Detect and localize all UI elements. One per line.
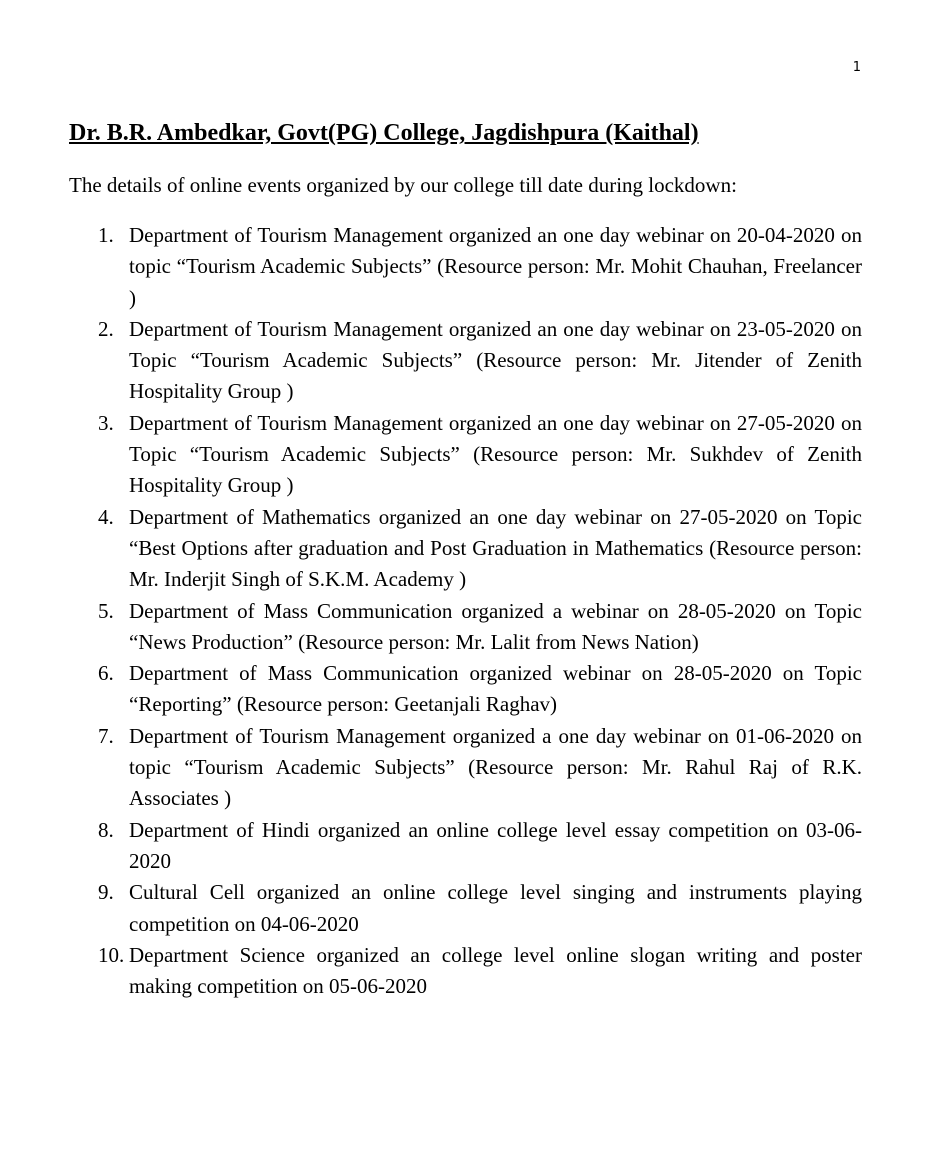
event-text: Department of Mass Communication organized webinar on 28-05-2020 on Topic “Reporting” (Resource person: Geetanjali Raghav) [129, 661, 862, 717]
event-item-8 [0, 815, 862, 878]
event-number: 1. [98, 223, 114, 247]
event-number: 6. [98, 661, 114, 686]
page-number: 1 [852, 60, 861, 75]
event-number: 9. [98, 880, 114, 905]
event-number: 4. [98, 504, 114, 529]
event-text: Department of Tourism Management organized an one day webinar on 27-05-2020 on Topic “Tourism Academic Subjects” (Resource person: Mr. Sukhdev of Zenith Hospitality Group ) [129, 410, 862, 498]
event-text: Department Science organized an college level online slogan writing and poster making competition on 05-06-2020 [129, 942, 862, 999]
event-item-7 [0, 721, 862, 815]
event-number: 2. [98, 316, 114, 341]
event-item-1 [0, 220, 862, 314]
event-item-2 [0, 314, 862, 408]
event-number: 3. [98, 410, 114, 435]
event-text: Department of Tourism Management organized an one day webinar on 20-04-2020 on topic “Tourism Academic Subjects” (Resource person: Mr. Mohit Chauhan, Freelancer ) [129, 223, 862, 310]
event-text: Department of Tourism Management organized an one day webinar on 23-05-2020 on Topic “Tourism Academic Subjects” (Resource person: Mr. Jitender of Zenith Hospitality Group ) [129, 316, 862, 404]
event-text: Cultural Cell organized an online college level singing and instruments playing competition on 04-06-2020 [129, 880, 862, 936]
event-item-10 [0, 940, 862, 1003]
event-list [0, 220, 925, 1002]
event-text: Department of Mathematics organized an one day webinar on 27-05-2020 on Topic “Best Options after graduation and Post Graduation in Mathematics (Resource person: Mr. Inderjit Singh of S.K.M. Academy ) [129, 504, 862, 592]
document-title: Dr. B.R. Ambedkar, Govt(PG) College, Jagdishpura (Kaithal) [69, 120, 699, 146]
event-item-9 [0, 877, 862, 940]
event-item-3 [0, 408, 862, 502]
event-item-6 [0, 658, 862, 721]
intro-text: The details of online events organized by our college till date during lockdown: [69, 173, 737, 197]
event-number: 10. [98, 942, 125, 967]
event-number: 5. [98, 598, 114, 623]
event-text: Department of Hindi organized an online college level essay competition on 03-06-2020 [129, 817, 862, 873]
event-item-4 [0, 502, 862, 596]
event-number: 7. [98, 723, 114, 748]
event-text: Department of Tourism Management organized a one day webinar on 01-06-2020 on topic “Tourism Academic Subjects” (Resource person: Mr. Rahul Raj of R.K. Associates ) [129, 723, 862, 811]
event-number: 8. [98, 817, 114, 842]
event-text: Department of Mass Communication organized a webinar on 28-05-2020 on Topic “News Production” (Resource person: Mr. Lalit from News Nation) [129, 598, 862, 654]
event-item-5 [0, 596, 862, 659]
